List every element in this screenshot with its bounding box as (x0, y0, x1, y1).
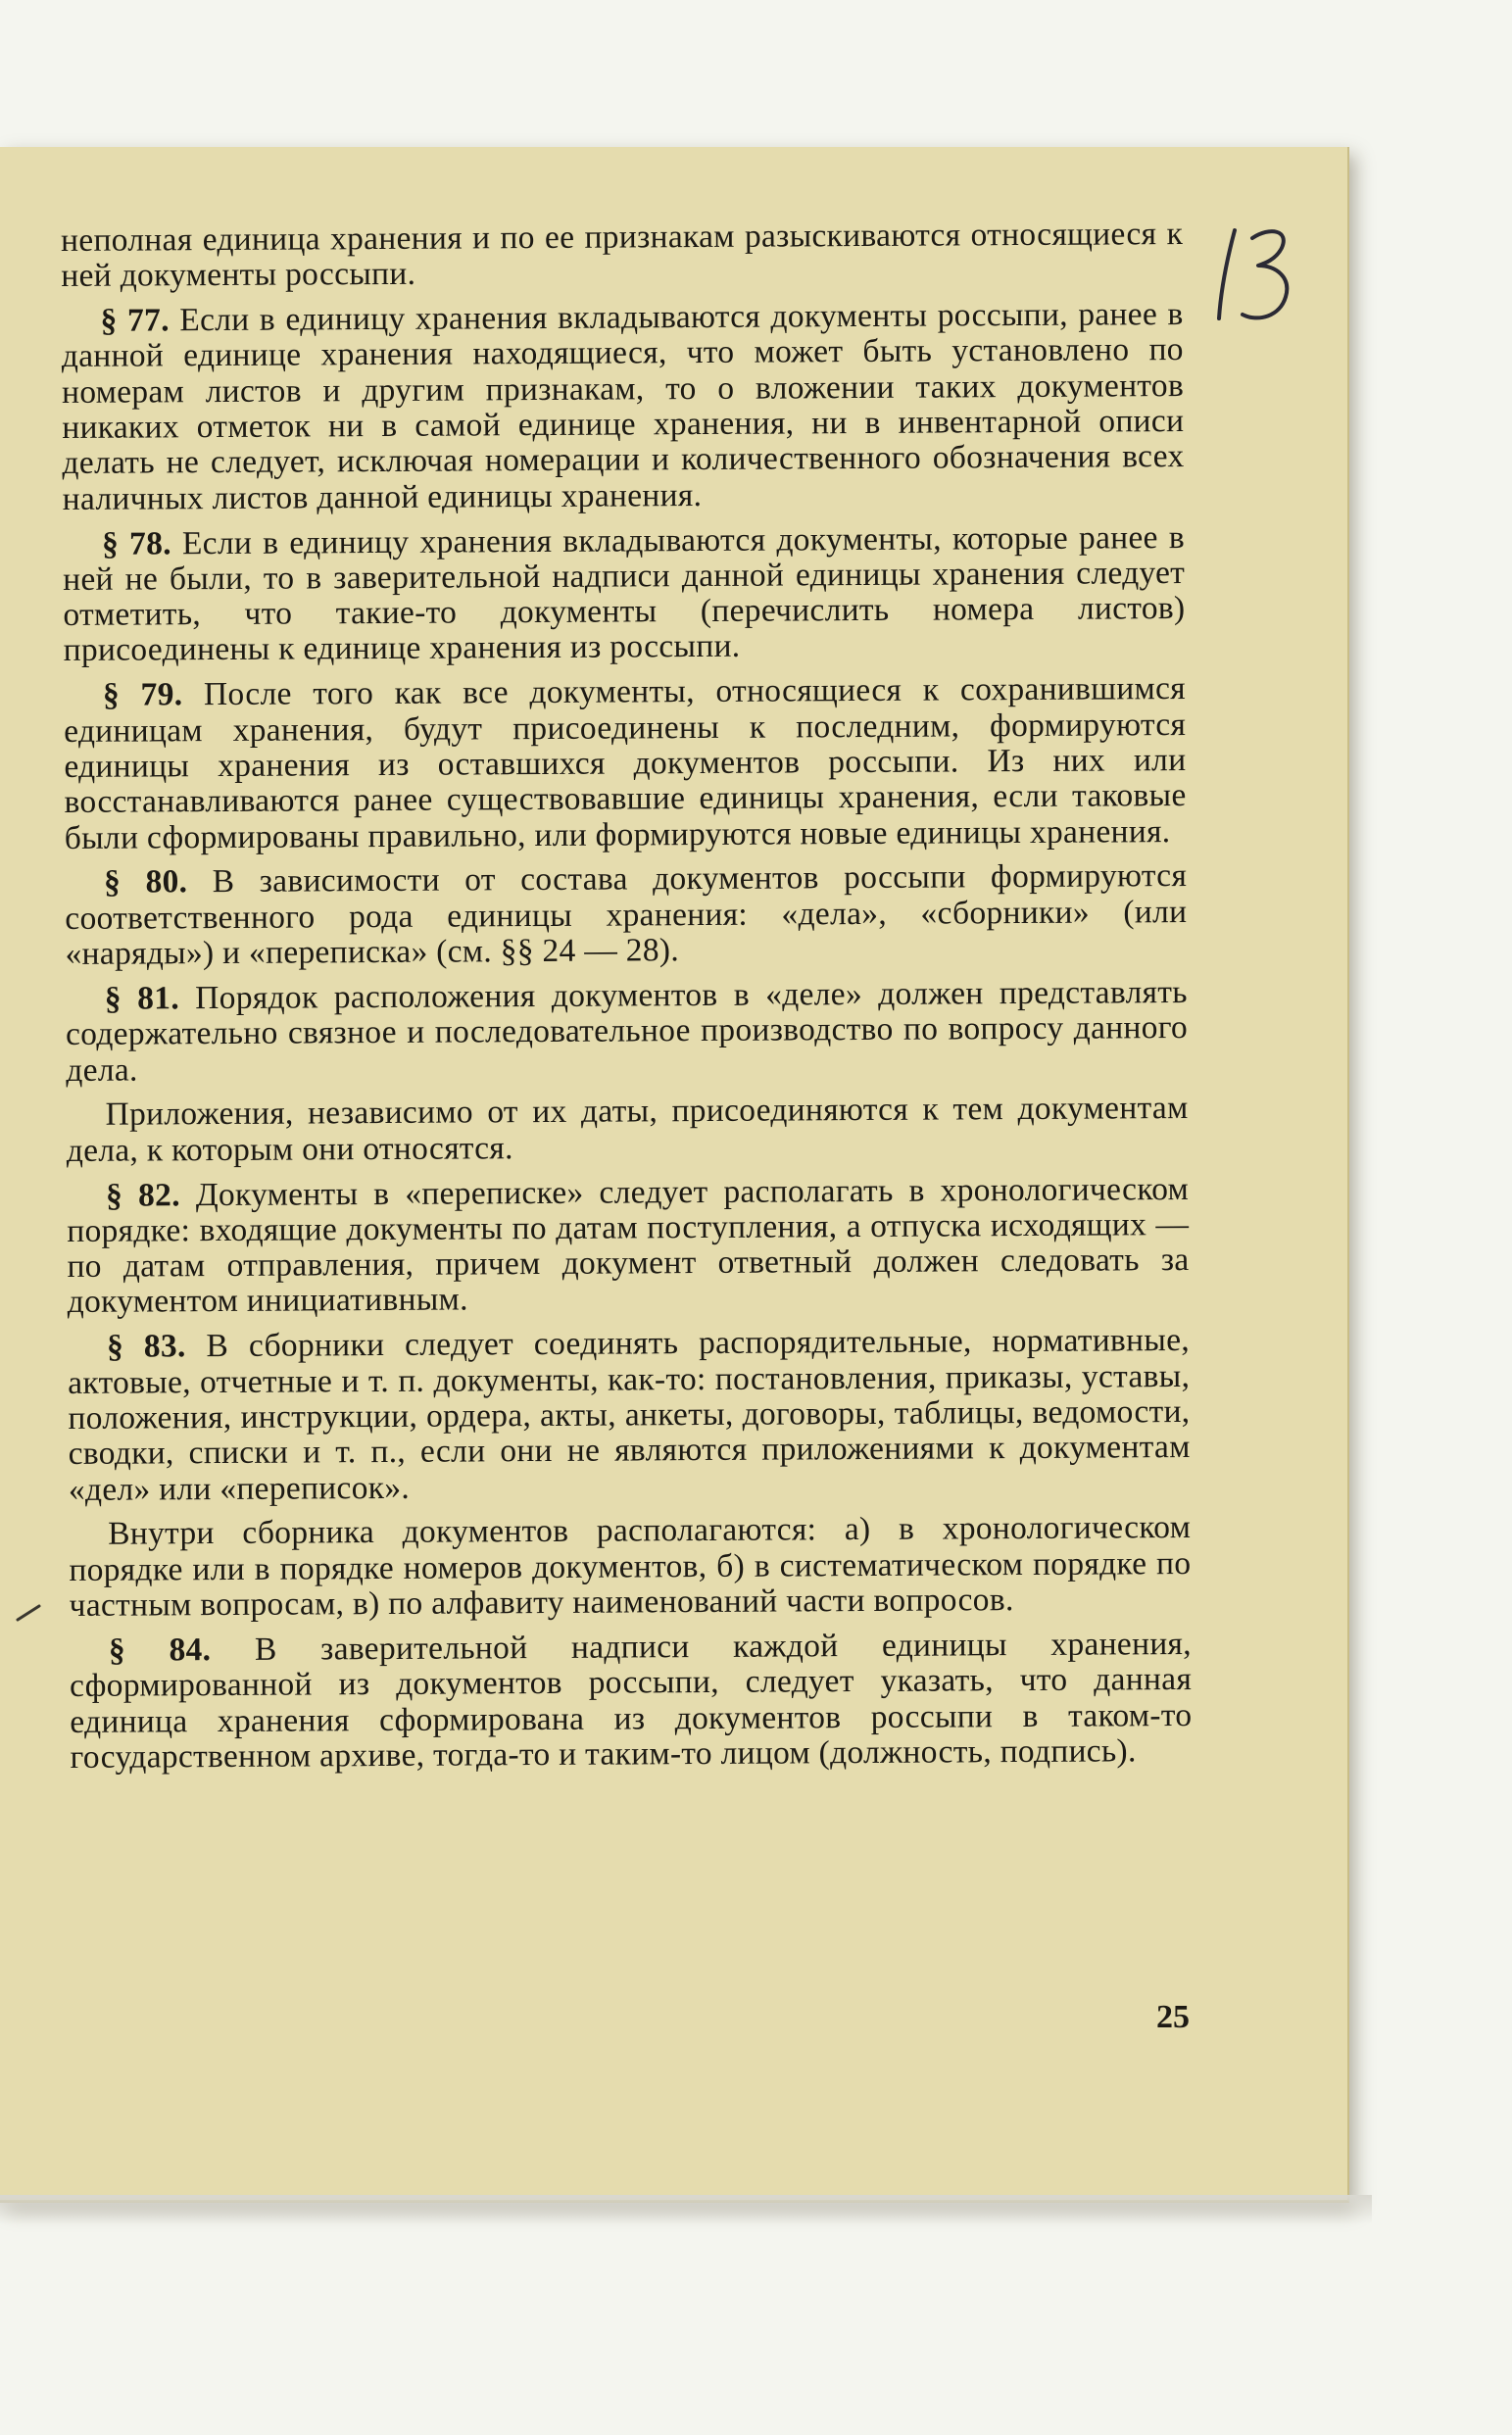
paragraph-77 (62, 297, 1185, 517)
paragraph-text: Документы в «переписке» следует располагать в хронологическом порядке: входящие документы по датам поступления, а отпуска исходящих — по датам отправления, причем документ ответный должен следовать за документом инициативным. (67, 1170, 1190, 1321)
paragraph-text: Внутри сборника документов располагаются: а) в хронологическом порядке или в порядке номеров документов, б) в систематическом порядке по частным вопросам, в) по алфавиту наименований части вопросов. (69, 1509, 1192, 1625)
section-number: § 80. (103, 863, 188, 901)
section-number: § 77. (100, 302, 170, 339)
paragraph-continuation (61, 217, 1183, 295)
paragraph-84 (70, 1627, 1193, 1776)
section-number: § 81. (104, 980, 180, 1017)
page-number: 25 (1156, 1999, 1190, 2035)
paragraph-text: В зависимости от состава документов россыпи формируются соответственного рода единицы хранения: «дела», «сборники» (или «наряды») и «переписка» (см. §§ 24 — 28). (65, 857, 1188, 973)
paragraph-78 (63, 520, 1186, 669)
section-number: § 84. (108, 1631, 212, 1669)
paragraph-text: Приложения, независимо от их даты, присоединяются к тем документам дела, к которым они относятся. (66, 1090, 1189, 1169)
paragraph-83 (68, 1323, 1191, 1507)
document-body (61, 217, 1194, 1977)
paragraph-text: В заверительной надписи каждой единицы хранения, сформированной из документов россыпи, следует указать, что данная единица хранения сформирована из документов россыпи в таком-то государственном архиве, тогда-то и таким-то лицом (должность, подпись). (70, 1625, 1193, 1776)
paragraph-text: Порядок расположения документов в «деле» должен представлять содержательно связное и последовательное производство по вопросу данного дела. (65, 973, 1189, 1089)
section-number: § 78. (101, 524, 171, 562)
paragraph-text: Если в единицу хранения вкладываются документы россыпи, ранее в данной единице хранения находящиеся, что может быть установлено по номерам листов и другим признакам, то о вложении таких документов никаких отметок ни в самой единице хранения, ни в инвентарной описи делать не следует, исключая номерации и количественного обозначения всех наличных листов данной единицы хранения. (61, 296, 1185, 517)
paragraph-text: В сборники следует соединять распорядительные, нормативные, актовые, отчетные и т. п. документы, как-то: постановления, приказы, уставы, положения, инструкции, ордера, акты, анкеты, договоры, таблицы, ведомости, сводки, списки и т. п., если они не являются приложениями к документам «дел» или «переписок». (68, 1322, 1191, 1508)
paragraph-text: Если в единицу хранения вкладываются документы, которые ранее в ней не были, то в заверительной надписи данной единицы хранения следует отметить, что такие-то документы (перечислить номера листов) присоединены к единице хранения из россыпи. (63, 518, 1186, 669)
paragraph-text: После того как все документы, относящиеся к сохранившимся единицам хранения, будут присоединены к последним, формируются единицы хранения из оставшихся документов россыпи. Из них или восстанавливаются ранее существовавшие единицы хранения, если таковые были сформированы правильно, или формируются новые единицы хранения. (64, 670, 1187, 856)
handwritten-page-number (1213, 220, 1301, 328)
section-number: § 82. (105, 1176, 180, 1214)
paper-shadow (0, 2195, 1372, 2224)
paragraph-text: неполная единица хранения и по ее признакам разыскиваются относящиеся к ней документы россыпи. (60, 216, 1184, 295)
section-number: § 83. (106, 1328, 186, 1366)
section-number: § 79. (102, 676, 183, 714)
pen-mark (14, 1602, 43, 1624)
paragraph-81-appendix (66, 1091, 1188, 1169)
paragraph-81 (66, 975, 1189, 1089)
paragraph-80 (65, 858, 1188, 972)
paragraph-79 (64, 671, 1187, 855)
paragraph-82 (67, 1172, 1190, 1321)
paragraph-83-inside (69, 1510, 1192, 1624)
